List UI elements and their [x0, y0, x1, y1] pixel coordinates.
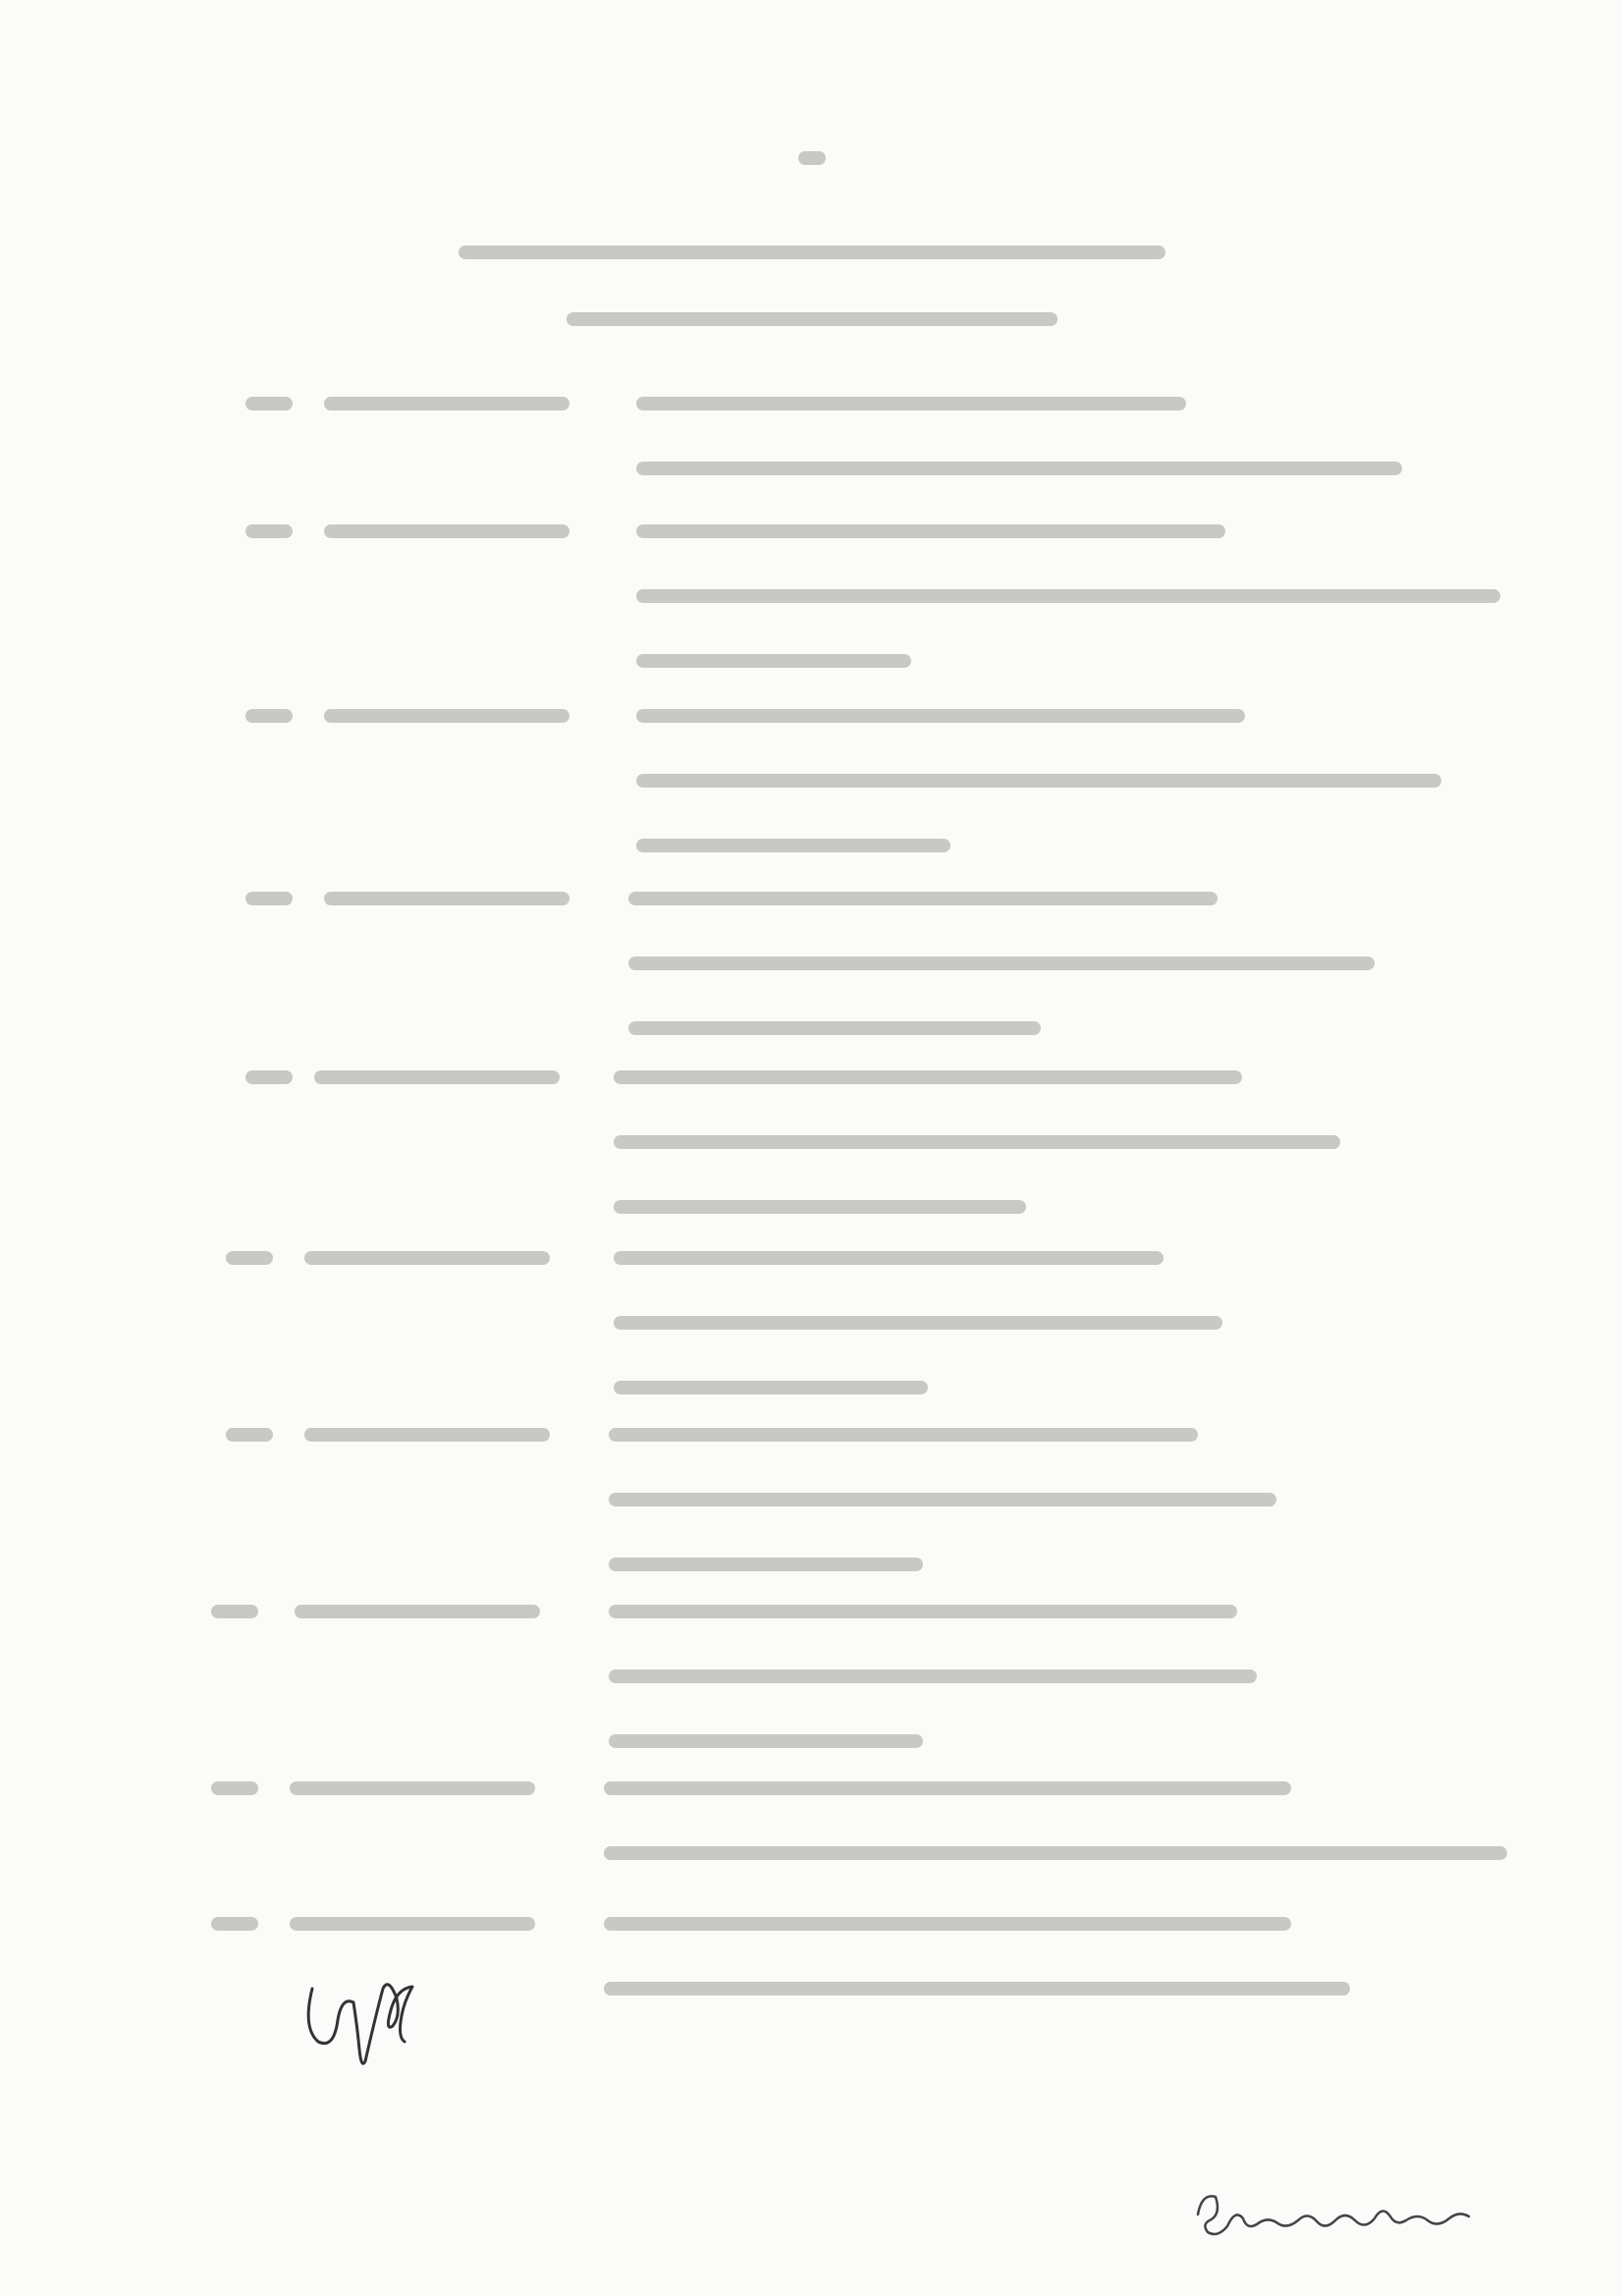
heading-placeholder — [798, 147, 826, 166]
number-placeholder — [245, 520, 293, 539]
license-placeholder — [290, 1777, 535, 1796]
text-line-placeholder — [609, 1554, 923, 1572]
text-line-placeholder — [604, 1978, 1350, 1996]
text-line-placeholder — [628, 953, 1375, 971]
number-placeholder — [245, 888, 293, 906]
text-line-placeholder — [628, 888, 1217, 906]
license-placeholder — [324, 888, 569, 906]
text-line-placeholder — [636, 520, 1225, 539]
number-placeholder — [226, 1424, 273, 1443]
text-line-placeholder — [604, 1777, 1291, 1796]
text-line-placeholder — [614, 1377, 928, 1395]
text-line-placeholder — [614, 1247, 1163, 1266]
text-line-placeholder — [614, 1196, 1026, 1215]
text-line-placeholder — [609, 1601, 1237, 1619]
text-line-placeholder — [604, 1842, 1507, 1861]
text-line-placeholder — [636, 458, 1402, 476]
text-line-placeholder — [636, 650, 911, 669]
license-placeholder — [324, 520, 569, 539]
number-placeholder — [245, 393, 293, 411]
text-line-placeholder — [636, 835, 950, 853]
number-placeholder — [226, 1247, 273, 1266]
handwritten-signature — [1188, 2175, 1483, 2254]
text-line-placeholder — [614, 1066, 1242, 1085]
text-line-placeholder — [636, 705, 1245, 724]
number-placeholder — [211, 1913, 258, 1932]
heading-placeholder — [459, 242, 1165, 260]
text-line-placeholder — [614, 1312, 1222, 1331]
text-line-placeholder — [609, 1666, 1257, 1684]
number-placeholder — [245, 1066, 293, 1085]
text-line-placeholder — [614, 1131, 1340, 1150]
license-placeholder — [304, 1247, 550, 1266]
text-line-placeholder — [604, 1913, 1291, 1932]
text-line-placeholder — [609, 1424, 1198, 1443]
text-line-placeholder — [636, 393, 1186, 411]
handwritten-initials — [295, 1959, 432, 2077]
number-placeholder — [211, 1601, 258, 1619]
license-placeholder — [314, 1066, 560, 1085]
license-placeholder — [324, 705, 569, 724]
number-placeholder — [211, 1777, 258, 1796]
license-placeholder — [304, 1424, 550, 1443]
license-placeholder — [295, 1601, 540, 1619]
license-placeholder — [324, 393, 569, 411]
text-line-placeholder — [609, 1730, 923, 1749]
text-line-placeholder — [628, 1017, 1041, 1036]
text-line-placeholder — [636, 585, 1500, 604]
license-placeholder — [290, 1913, 535, 1932]
number-placeholder — [245, 705, 293, 724]
text-line-placeholder — [609, 1489, 1276, 1507]
heading-placeholder — [567, 308, 1057, 327]
text-line-placeholder — [636, 770, 1441, 789]
